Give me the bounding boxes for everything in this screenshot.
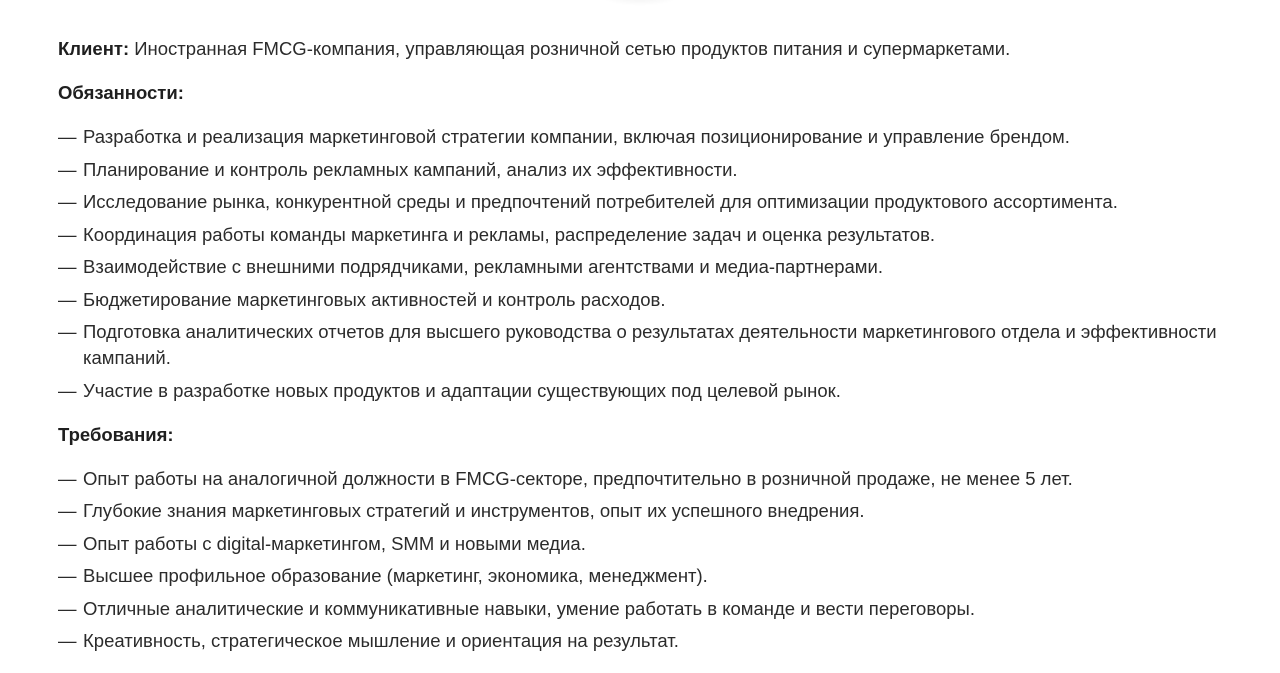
list-dash-marker: — — [58, 597, 77, 619]
responsibility-item — [58, 254, 1258, 280]
requirement-item — [58, 466, 1258, 492]
requirement-item-text: Креативность, стратегическое мышление и ориентация на результат. — [83, 630, 679, 651]
requirement-item-text: Опыт работы на аналогичной должности в FMCG-секторе, предпочтительно в розничной продаже, не менее 5 лет. — [83, 467, 1073, 489]
responsibility-item — [58, 189, 1258, 215]
client-text: Иностранная FMCG-компания, управляющая розничной сетью продуктов питания и супермаркетами. — [129, 38, 1011, 59]
list-dash-marker: — — [58, 467, 77, 489]
list-dash-marker: — — [58, 321, 77, 342]
responsibility-item — [58, 287, 1258, 313]
list-dash-marker: — — [58, 532, 77, 554]
requirement-item — [58, 531, 1258, 557]
responsibility-item-text: Исследование рынка, конкурентной среды и предпочтений потребителей для оптимизации продуктового ассортимента. — [83, 191, 1118, 212]
vacancy-description — [58, 36, 1258, 672]
responsibility-item — [58, 124, 1258, 150]
list-dash-marker: — — [58, 223, 77, 245]
list-dash-marker: — — [58, 256, 77, 277]
requirements-title: Требования: — [58, 423, 174, 445]
requirement-item-text: Глубокие знания маркетинговых стратегий и инструментов, опыт их успешного внедрения. — [83, 500, 865, 521]
responsibility-item-text: Подготовка аналитических отчетов для высшего руководства о результатах деятельности маркетингового отдела и эффективности кампаний. — [83, 321, 1217, 368]
responsibilities-list — [58, 124, 1258, 404]
responsibility-item-text: Координация работы команды маркетинга и рекламы, распределение задач и оценка результатов. — [83, 223, 936, 245]
list-dash-marker: — — [58, 630, 77, 651]
responsibility-item-text: Планирование и контроль рекламных кампаний, анализ их эффективности. — [83, 158, 738, 180]
requirement-item — [58, 596, 1258, 622]
client-label: Клиент: — [58, 38, 130, 59]
requirement-item-text: Отличные аналитические и коммуникативные навыки, умение работать в команде и вести переговоры. — [83, 597, 975, 619]
top-decoration — [600, 0, 680, 6]
responsibility-item-text: Разработка и реализация маркетинговой стратегии компании, включая позиционирование и управление брендом. — [83, 126, 1070, 147]
responsibility-item — [58, 222, 1258, 248]
list-dash-marker: — — [58, 500, 77, 521]
requirements-list — [58, 466, 1258, 655]
responsibility-item-text: Бюджетирование маркетинговых активностей и контроль расходов. — [83, 288, 666, 310]
requirement-item-text: Высшее профильное образование (маркетинг, экономика, менеджмент). — [83, 565, 708, 586]
requirement-item — [58, 563, 1258, 589]
list-dash-marker: — — [58, 158, 77, 180]
responsibility-item-text: Участие в разработке новых продуктов и адаптации существующих под целевой рынок. — [83, 379, 841, 401]
requirement-item-text: Опыт работы с digital-маркетингом, SMM и новыми медиа. — [83, 532, 586, 554]
list-dash-marker: — — [58, 126, 77, 147]
list-dash-marker: — — [58, 565, 77, 586]
requirement-item — [58, 628, 1258, 654]
responsibility-item — [58, 157, 1258, 183]
responsibilities-title: Обязанности: — [58, 82, 184, 103]
responsibility-item — [58, 319, 1258, 371]
list-dash-marker: — — [58, 288, 77, 310]
requirement-item — [58, 498, 1258, 524]
responsibility-item-text: Взаимодействие с внешними подрядчиками, рекламными агентствами и медиа-партнерами. — [83, 256, 883, 277]
list-dash-marker: — — [58, 379, 77, 401]
client-line — [58, 36, 1258, 62]
responsibility-item — [58, 378, 1258, 404]
list-dash-marker: — — [58, 191, 77, 212]
